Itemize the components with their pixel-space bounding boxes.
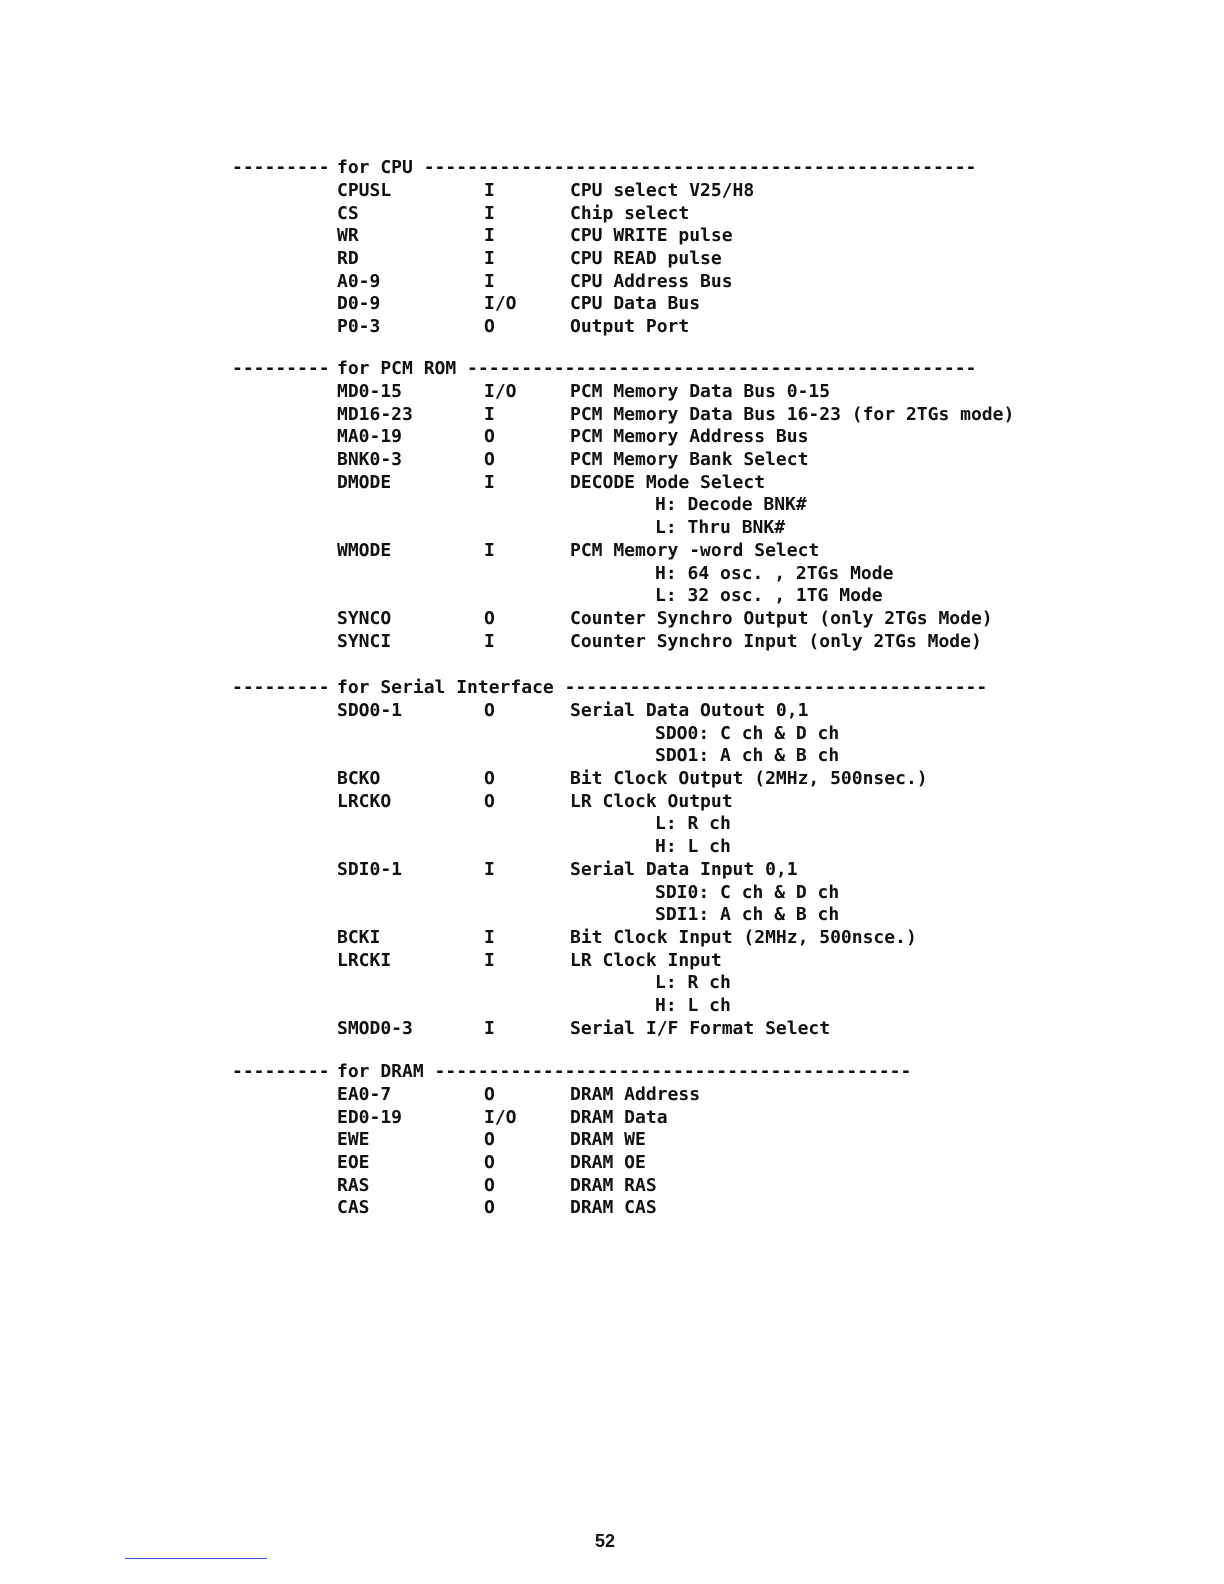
signal-row — [232, 381, 1012, 404]
signal-row — [232, 995, 1012, 1018]
signal-direction: I — [484, 949, 495, 971]
section-title: for CPU --------------------------------------------------- — [337, 157, 977, 178]
signal-direction: O — [484, 700, 495, 721]
signal-name: LRCKI — [337, 949, 392, 971]
signal-option: H: 64 osc. , 2TGs Mode — [655, 562, 894, 584]
signal-row — [232, 271, 1012, 294]
signal-option: H: L ch — [655, 836, 731, 858]
signal-row — [232, 813, 1012, 836]
signal-direction: O — [484, 1084, 495, 1105]
signal-description: PCM Memory -word Select — [570, 539, 820, 561]
signal-row — [232, 563, 1012, 586]
signal-direction: I — [484, 202, 495, 224]
signal-row — [232, 745, 1012, 768]
signal-direction: I — [484, 403, 495, 425]
signal-direction: I — [484, 270, 495, 292]
signal-description: DRAM Address — [570, 1084, 701, 1105]
signal-option: SDO1: A ch & B ch — [655, 745, 840, 767]
signal-row — [232, 293, 1012, 316]
signal-description: PCM Memory Address Bus — [570, 426, 809, 448]
signal-row — [232, 1129, 1012, 1152]
signal-description: Bit Clock Output (2MHz, 500nsec.) — [570, 768, 928, 790]
signal-row — [232, 472, 1012, 495]
signal-name: EWE — [337, 1129, 370, 1151]
signal-description: DRAM Data — [570, 1106, 668, 1128]
signal-description: Counter Synchro Output (only 2TGs Mode) — [570, 607, 993, 629]
signal-description: Chip select — [570, 202, 690, 224]
signal-row — [232, 904, 1012, 927]
signal-row — [232, 203, 1012, 226]
signal-row — [232, 791, 1012, 814]
signal-row — [232, 426, 1012, 449]
signal-description: DRAM OE — [570, 1152, 646, 1174]
section — [232, 358, 1015, 653]
section-rule: --------- — [232, 358, 330, 379]
signal-name: LRCKO — [337, 790, 392, 812]
signal-description: DRAM WE — [570, 1129, 646, 1151]
signal-name: SDI0-1 — [337, 858, 403, 880]
signal-row — [232, 517, 1012, 540]
signal-direction: I — [484, 1017, 495, 1039]
signal-name: ED0-19 — [337, 1106, 403, 1128]
signal-direction: I — [484, 225, 495, 247]
signal-direction: I — [484, 248, 495, 270]
section-title: for Serial Interface --------------------------------------- — [337, 677, 988, 698]
section — [232, 1061, 1012, 1220]
signal-direction: O — [484, 1174, 495, 1196]
signal-row — [232, 882, 1012, 905]
signal-row — [232, 1018, 1012, 1041]
section-header — [232, 157, 1012, 180]
signal-option: SDI0: C ch & D ch — [655, 881, 840, 903]
signal-direction: O — [484, 607, 495, 629]
section-title: for PCM ROM ----------------------------------------------- — [337, 358, 977, 379]
signal-direction: O — [484, 1129, 495, 1151]
signal-direction: O — [484, 1197, 495, 1219]
signal-description: CPU WRITE pulse — [570, 225, 733, 247]
section-header — [232, 358, 1012, 381]
signal-row — [232, 950, 1012, 973]
signal-direction: I — [484, 630, 495, 652]
signal-name: SDO0-1 — [337, 700, 403, 721]
signal-row — [232, 403, 1015, 427]
signal-direction: O — [484, 426, 495, 448]
signal-name: MD16-23 — [337, 403, 413, 425]
signal-name: BCKO — [337, 768, 381, 790]
signal-option: L: R ch — [655, 972, 731, 994]
signal-description: PCM Memory Data Bus 16-23 (for 2TGs mode) — [570, 403, 1015, 425]
signal-description: CPU select V25/H8 — [570, 180, 755, 201]
signal-row — [232, 972, 1012, 995]
section-title: for DRAM -------------------------------------------- — [337, 1061, 912, 1082]
signal-row — [232, 316, 1012, 339]
signal-direction: I — [484, 539, 495, 561]
page-number: 52 — [594, 1531, 616, 1551]
signal-row — [232, 1152, 1012, 1175]
signal-row — [232, 225, 1012, 248]
signal-direction: O — [484, 316, 495, 338]
signal-description: Serial Data Input 0,1 — [570, 858, 798, 880]
signal-option: SDI1: A ch & B ch — [655, 904, 840, 926]
signal-description: Counter Synchro Input (only 2TGs Mode) — [570, 630, 982, 652]
signal-direction: I — [484, 858, 495, 880]
signal-option: L: 32 osc. , 1TG Mode — [655, 585, 883, 607]
signal-name: BNK0-3 — [337, 449, 403, 471]
signal-option: L: R ch — [655, 813, 731, 835]
section-rule: --------- — [232, 677, 330, 698]
signal-row — [232, 1175, 1012, 1198]
signal-description: DRAM CAS — [570, 1197, 657, 1219]
signal-name: CPUSL — [337, 180, 392, 201]
signal-row — [232, 608, 1012, 631]
signal-name: BCKI — [337, 926, 381, 948]
signal-name: WMODE — [337, 539, 392, 561]
signal-row — [232, 248, 1012, 271]
signal-name: MA0-19 — [337, 426, 403, 448]
section-rule: --------- — [232, 1061, 330, 1082]
signal-description: LR Clock Input — [570, 949, 722, 971]
signal-description: PCM Memory Bank Select — [570, 449, 809, 471]
signal-name: EA0-7 — [337, 1084, 392, 1105]
signal-direction: I — [484, 471, 495, 493]
signal-row — [232, 1107, 1012, 1130]
signal-direction: I/O — [484, 1106, 517, 1128]
signal-row — [232, 180, 1012, 203]
signal-option: H: L ch — [655, 994, 731, 1016]
section — [232, 157, 1012, 339]
signal-row — [232, 631, 1012, 654]
signal-row — [232, 768, 1012, 791]
signal-description: LR Clock Output — [570, 790, 733, 812]
signal-row — [232, 723, 1012, 746]
footer-rule — [125, 1558, 267, 1559]
signal-name: CAS — [337, 1197, 370, 1219]
signal-option: L: Thru BNK# — [655, 517, 786, 539]
signal-description: Serial Data Outout 0,1 — [570, 700, 809, 721]
signal-name: SYNCI — [337, 630, 392, 652]
signal-row — [232, 494, 1012, 517]
signal-name: DMODE — [337, 471, 392, 493]
signal-direction: O — [484, 768, 495, 790]
signal-direction: I/O — [484, 381, 517, 402]
signal-row — [232, 836, 1012, 859]
section-header — [232, 1061, 1012, 1084]
signal-row — [232, 1084, 1012, 1107]
signal-name: D0-9 — [337, 293, 381, 315]
signal-description: DECODE Mode Select — [570, 471, 766, 493]
signal-description: PCM Memory Data Bus 0-15 — [570, 381, 831, 402]
signal-name: WR — [337, 225, 359, 247]
signal-row — [232, 859, 1012, 882]
signal-name: A0-9 — [337, 270, 381, 292]
signal-name: RD — [337, 248, 359, 270]
section-header — [232, 677, 1012, 700]
signal-option: H: Decode BNK# — [655, 494, 807, 516]
signal-name: SMOD0-3 — [337, 1017, 413, 1039]
section-rule: --------- — [232, 157, 330, 178]
signal-direction: I — [484, 180, 495, 201]
signal-name: SYNCO — [337, 607, 392, 629]
signal-description: CPU Data Bus — [570, 293, 701, 315]
signal-direction: O — [484, 449, 495, 471]
section — [232, 677, 1012, 1040]
signal-row — [232, 927, 1012, 950]
signal-direction: O — [484, 1152, 495, 1174]
signal-row — [232, 1197, 1012, 1220]
signal-direction: I — [484, 926, 495, 948]
signal-direction: I/O — [484, 293, 517, 315]
signal-name: CS — [337, 202, 359, 224]
signal-description: CPU Address Bus — [570, 270, 733, 292]
signal-option: SDO0: C ch & D ch — [655, 722, 840, 744]
signal-name: P0-3 — [337, 316, 381, 338]
signal-name: RAS — [337, 1174, 370, 1196]
signal-description: Serial I/F Format Select — [570, 1017, 831, 1039]
signal-description: CPU READ pulse — [570, 248, 722, 270]
signal-row — [232, 540, 1012, 563]
signal-row — [232, 449, 1012, 472]
signal-description: Output Port — [570, 316, 690, 338]
signal-name: MD0-15 — [337, 381, 403, 402]
signal-description: Bit Clock Input (2MHz, 500nsce.) — [570, 926, 917, 948]
signal-direction: O — [484, 790, 495, 812]
signal-description: DRAM RAS — [570, 1174, 657, 1196]
signal-row — [232, 585, 1012, 608]
signal-name: EOE — [337, 1152, 370, 1174]
signal-row — [232, 700, 1012, 723]
